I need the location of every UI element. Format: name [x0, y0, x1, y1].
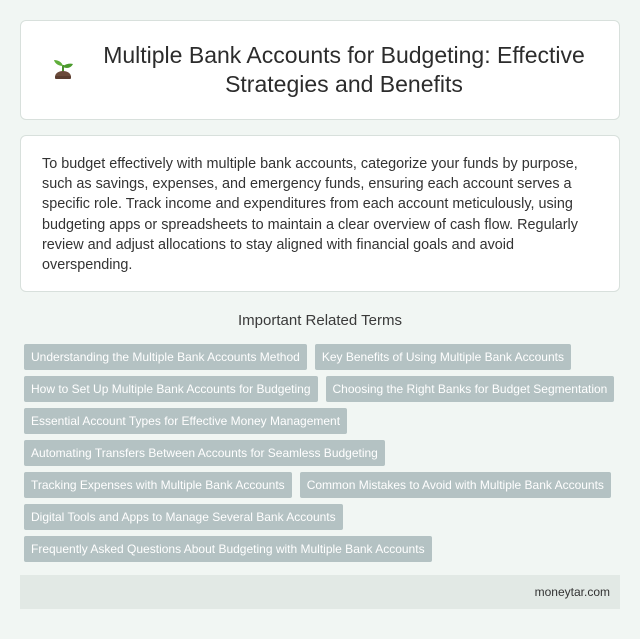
footer-site-link[interactable]: moneytar.com: [534, 585, 610, 599]
summary-card: [20, 135, 620, 292]
tag-row: [20, 472, 630, 498]
tag-row: [20, 344, 630, 370]
tag-row: [20, 440, 630, 466]
related-term-tag[interactable]: Essential Account Types for Effective Money Management: [24, 408, 347, 434]
page-title: Multiple Bank Accounts for Budgeting: Effective Strategies and Benefits: [103, 42, 585, 97]
title-card: [20, 20, 620, 120]
related-term-tag[interactable]: Tracking Expenses with Multiple Bank Accounts: [24, 472, 292, 498]
related-terms-list: [20, 344, 630, 568]
related-term-tag[interactable]: How to Set Up Multiple Bank Accounts for Budgeting: [24, 376, 318, 402]
related-term-tag[interactable]: Digital Tools and Apps to Manage Several Bank Accounts: [24, 504, 343, 530]
related-terms-heading: Important Related Terms: [238, 312, 402, 329]
summary-text: To budget effectively with multiple bank accounts, categorize your funds by purpose, such as savings, expenses, and emergency funds, ensuring each account serves a specific role. Track income and expenditures from each account meticulously, using budgeting apps or spreadsheets to maintain a clear overview of cash flow. Regularly review and adjust allocations to stay aligned with financial goals and avoid overspending.: [42, 156, 578, 274]
tag-row: [20, 504, 630, 530]
footer: [20, 575, 620, 609]
related-term-tag[interactable]: Choosing the Right Banks for Budget Segmentation: [326, 376, 615, 402]
related-term-tag[interactable]: Frequently Asked Questions About Budgeting with Multiple Bank Accounts: [24, 536, 432, 562]
seedling-icon: [49, 56, 77, 84]
related-term-tag[interactable]: Key Benefits of Using Multiple Bank Accounts: [315, 344, 571, 370]
related-term-tag[interactable]: Common Mistakes to Avoid with Multiple Bank Accounts: [300, 472, 611, 498]
tag-row: [20, 536, 630, 562]
related-term-tag[interactable]: Automating Transfers Between Accounts for Seamless Budgeting: [24, 440, 385, 466]
tag-row: [20, 376, 630, 402]
tag-row: [20, 408, 630, 434]
related-term-tag[interactable]: Understanding the Multiple Bank Accounts Method: [24, 344, 307, 370]
